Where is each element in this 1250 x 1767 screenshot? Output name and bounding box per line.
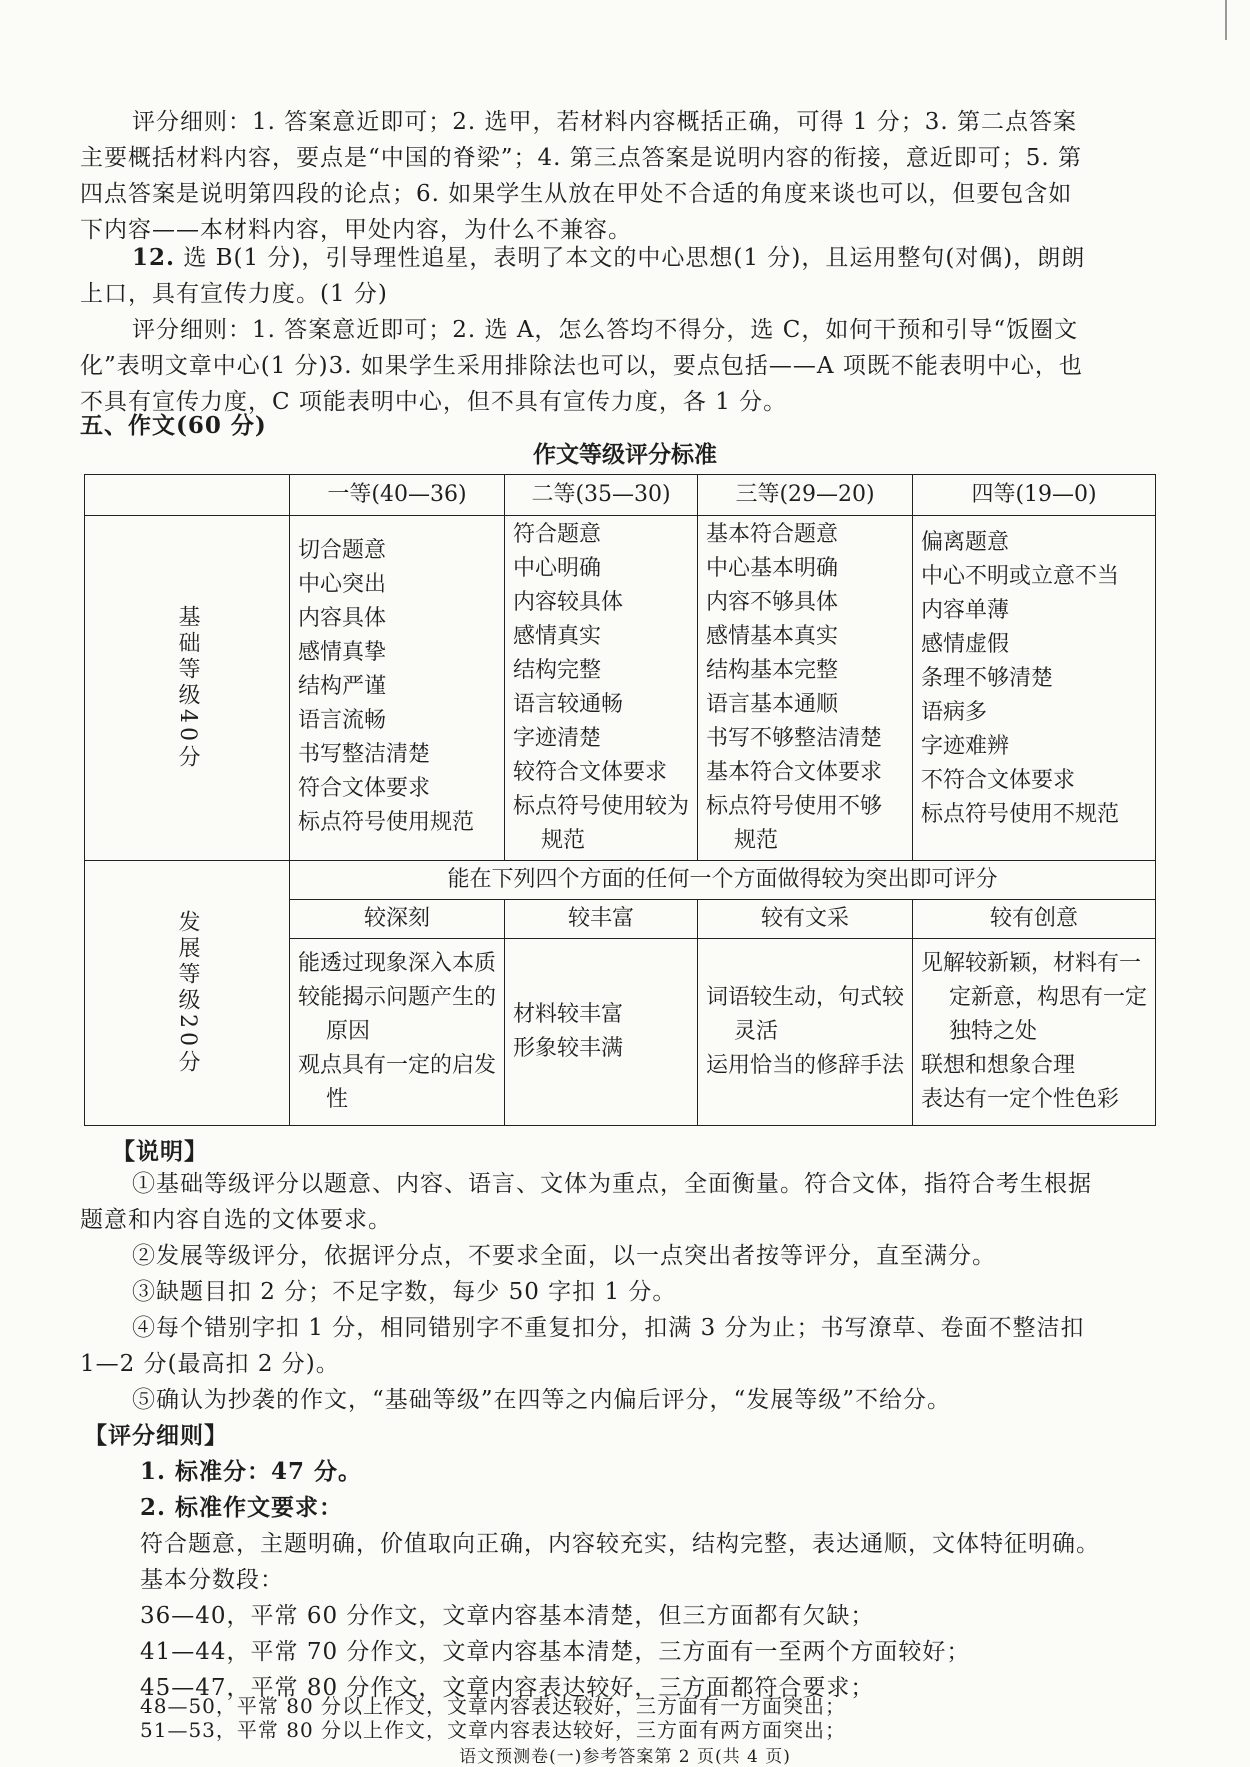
list-item: 观点具有一定的启发: [298, 1053, 497, 1078]
score-band: 36—40，平常 60 分作文，文章内容基本清楚，但三方面都有欠缺；: [140, 1603, 875, 1629]
list-item: 结构严谨: [298, 674, 387, 699]
explain-item: ④每个错别字扣 1 分，相同错别字不重复扣分，扣满 3 分为止；书写潦草、卷面不整洁扣 1—2 分(最高扣 2 分)。: [80, 1315, 1085, 1377]
development-note-row: [85, 861, 1156, 900]
list-item: 见解较新颖，材料有一: [921, 951, 1142, 976]
dev-col-3: [698, 939, 913, 1126]
list-item: 灵活: [734, 1019, 779, 1044]
list-item: 感情真挚: [298, 640, 387, 665]
list-item: 表达有一定个性色彩: [921, 1087, 1120, 1112]
development-level-label: 发展等级20分: [85, 861, 290, 1126]
list-item: 性: [326, 1087, 349, 1112]
list-item: 运用恰当的修辞手法: [706, 1053, 905, 1078]
q12-answer: [80, 240, 1095, 312]
table-title: 作文等级评分标准: [533, 441, 717, 468]
q12-number: 12.: [132, 244, 176, 271]
list-item: 能透过现象深入本质: [298, 951, 497, 976]
list-item: 偏离题意: [921, 530, 1010, 555]
dev-header-1: 较深刻: [290, 900, 505, 939]
list-item: 结构基本完整: [706, 658, 839, 683]
score-band: 48—50，平常 80 分以上作文，文章内容表达较好，三方面有一方面突出；: [140, 1694, 847, 1718]
detail-heading: 【评分细则】: [84, 1422, 228, 1449]
explain-heading: 【说明】: [112, 1138, 208, 1165]
list-item: 原因: [326, 1019, 371, 1044]
dev-col-1: [290, 939, 505, 1126]
section-essay-heading: 五、作文(60 分): [80, 412, 267, 439]
rules-q11: 评分细则：1. 答案意近即可；2. 选甲，若材料内容概括正确，可得 1 分；3. 第二点答案主要概括材料内容，要点是“中国的脊梁”；4. 第三点答案是说明内容的衔接，意近即可；5. 第四点答案是说明第四段的论点；6. 如果学生从放在甲处不合适的角度来谈也可以，但要包含如下内容——本材料内容，甲处内容，为什么不兼容。: [80, 109, 1083, 243]
detail-standard-req: 符合题意，主题明确，价值取向正确，内容较充实，结构完整，表达通顺，文体特征明确。: [140, 1531, 1100, 1557]
dev-col-2: [505, 939, 698, 1126]
list-item: 语言流畅: [298, 708, 387, 733]
list-item: 规范: [541, 828, 586, 853]
list-item: 中心突出: [298, 572, 387, 597]
basic-col-3: [698, 516, 913, 861]
list-item: 切合题意: [298, 538, 387, 563]
list-item: 独特之处: [949, 1019, 1038, 1044]
grading-table: [84, 474, 1156, 1126]
list-item: 符合题意: [513, 522, 602, 547]
list-item: 感情基本真实: [706, 624, 839, 649]
dev-header-4: 较有创意: [913, 900, 1156, 939]
list-item: 材料较丰富: [513, 1002, 624, 1027]
list-item: 书写不够整洁清楚: [706, 726, 883, 751]
dev-col-4: [913, 939, 1156, 1126]
list-item: 规范: [734, 828, 779, 853]
list-item: 形象较丰满: [513, 1036, 624, 1061]
list-item: 感情虚假: [921, 632, 1010, 657]
basic-col-1: [290, 516, 505, 861]
list-item: 中心明确: [513, 556, 602, 581]
list-item: 中心基本明确: [706, 556, 839, 581]
list-item: 定新意，构思有一定: [949, 985, 1148, 1010]
list-item: 标点符号使用不够: [706, 794, 883, 819]
q12-text: 选 B(1 分)，引导理性追星，表明了本文的中心思想(1 分)，且运用整句(对偶)，朗朗上口，具有宣传力度。(1 分): [80, 245, 1086, 307]
list-item: 标点符号使用较为: [513, 794, 690, 819]
development-note: 能在下列四个方面的任何一个方面做得较为突出即可评分: [290, 861, 1156, 900]
rules-q12: 评分细则：1. 答案意近即可；2. 选 A，怎么答均不得分，选 C，如何干预和引导“饭圈文化”表明文章中心(1 分)3. 如果学生采用排除法也可以，要点包括——A 项既不能表明中心，也不具有宣传力度，C 项能表明中心，但不具有宣传力度，各 1 分。: [80, 317, 1083, 415]
dev-header-2: 较丰富: [505, 900, 698, 939]
corner-cell: [85, 475, 290, 516]
explain-item: ③缺题目扣 2 分；不足字数，每少 50 字扣 1 分。: [132, 1279, 677, 1305]
list-item: 内容较具体: [513, 590, 624, 615]
list-item: 标点符号使用不规范: [921, 802, 1120, 827]
list-item: 较符合文体要求: [513, 760, 668, 785]
list-item: 语言基本通顺: [706, 692, 839, 717]
basic-col-4: [913, 516, 1156, 861]
list-item: 联想和想象合理: [921, 1053, 1076, 1078]
list-item: 标点符号使用规范: [298, 810, 475, 835]
list-item: 内容具体: [298, 606, 387, 631]
page-footer: 语文预测卷(一)参考答案第 2 页(共 4 页): [459, 1747, 791, 1767]
list-item: 内容不够具体: [706, 590, 839, 615]
detail-base-heading: 基本分数段：: [140, 1567, 284, 1593]
list-item: 符合文体要求: [298, 776, 431, 801]
list-item: 书写整洁清楚: [298, 742, 431, 767]
list-item: 较能揭示问题产生的: [298, 985, 497, 1010]
basic-col-2: [505, 516, 698, 861]
list-item: 字迹难辨: [921, 734, 1010, 759]
basic-level-label: 基础等级40分: [85, 516, 290, 861]
list-item: 基本符合文体要求: [706, 760, 883, 785]
explain-item: ①基础等级评分以题意、内容、语言、文体为重点，全面衡量。符合文体，指符合考生根据题意和内容自选的文体要求。: [80, 1171, 1092, 1233]
grade-header-2: 二等(35—30): [505, 475, 698, 516]
basic-level-row: [85, 516, 1156, 861]
score-band: 51—53，平常 80 分以上作文，文章内容表达较好，三方面有两方面突出；: [140, 1718, 847, 1742]
list-item: 语言较通畅: [513, 692, 624, 717]
dev-header-3: 较有文采: [698, 900, 913, 939]
list-item: 中心不明或立意不当: [921, 564, 1120, 589]
list-item: 不符合文体要求: [921, 768, 1076, 793]
grade-header-row: [85, 475, 1156, 516]
list-item: 内容单薄: [921, 598, 1010, 623]
grade-header-3: 三等(29—20): [698, 475, 913, 516]
score-band: 41—44，平常 70 分作文，文章内容基本清楚，三方面有一至两个方面较好；: [140, 1639, 971, 1665]
list-item: 词语较生动，句式较: [706, 985, 905, 1010]
grade-header-1: 一等(40—36): [290, 475, 505, 516]
explain-item: ②发展等级评分，依据评分点，不要求全面，以一点突出者按等评分，直至满分。: [132, 1243, 996, 1269]
list-item: 感情真实: [513, 624, 602, 649]
binding-line: [1225, 0, 1227, 40]
grade-header-4: 四等(19—0): [913, 475, 1156, 516]
detail-standard-req-heading: 2. 标准作文要求：: [140, 1494, 344, 1521]
list-item: 语病多: [921, 700, 988, 725]
score-band: 45—47，平常 80 分作文，文章内容表达较好，三方面都符合要求；: [140, 1675, 875, 1701]
explain-item: ⑤确认为抄袭的作文，“基础等级”在四等之内偏后评分，“发展等级”不给分。: [132, 1387, 952, 1413]
list-item: 基本符合题意: [706, 522, 839, 547]
list-item: 字迹清楚: [513, 726, 602, 751]
detail-standard-score: 1. 标准分：47 分。: [140, 1458, 363, 1485]
list-item: 条理不够清楚: [921, 666, 1054, 691]
list-item: 结构完整: [513, 658, 602, 683]
